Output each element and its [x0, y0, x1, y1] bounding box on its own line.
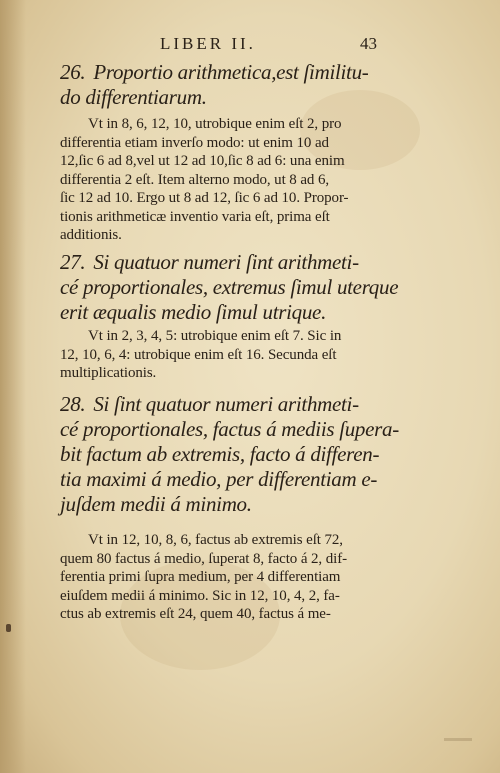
- body-line: additionis.: [60, 227, 122, 243]
- section-26: [60, 60, 400, 245]
- proposition-body: [60, 115, 400, 245]
- proposition-heading: [60, 250, 400, 325]
- section-27: [60, 250, 400, 383]
- proposition-number: 28.: [60, 392, 86, 416]
- body-line: ctus ab extremis eſt 24, quem 40, factus á me-: [60, 606, 331, 622]
- body-line: Vt in 8, 6, 12, 10, utrobique enim eſt 2, pro: [88, 116, 342, 132]
- binding-gutter: [0, 0, 26, 773]
- body-line: quem 80 factus á medio, ſuperat 8, facto á 2, dif-: [60, 550, 347, 567]
- body-line: multiplicationis.: [60, 365, 157, 381]
- body-line: 12,ſic 6 ad 8,vel ut 12 ad 10,ſic 8 ad 6: una enim: [60, 153, 345, 169]
- heading-line: Si ſint quatuor numeri arithmeti-: [93, 392, 359, 416]
- body-line: ſic 12 ad 10. Ergo ut 8 ad 12, ſic 6 ad 10. Propor-: [60, 190, 349, 206]
- body-line: Vt in 2, 3, 4, 5: utrobique enim eſt 7. Sic in: [88, 328, 342, 344]
- body-line: ferentia primi ſupra medium, per 4 differentiam: [60, 569, 341, 585]
- body-line: differentia etiam inverſo modo: ut enim 10 ad: [60, 134, 329, 151]
- heading-line: erit æqualis medio ſimul utrique.: [60, 300, 327, 324]
- margin-ink-mark: [6, 624, 11, 632]
- heading-line: Proportio arithmetica,est ſimilitu-: [93, 60, 369, 84]
- section-28: [60, 392, 400, 624]
- proposition-number: 26.: [60, 60, 86, 84]
- heading-line: juſdem medii á minimo.: [60, 492, 252, 516]
- running-title: LIBER II.: [160, 34, 256, 53]
- body-line: 12, 10, 6, 4: utrobique enim eſt 16. Secunda eſt: [60, 346, 337, 363]
- body-line: eiuſdem medii á minimo. Sic in 12, 10, 4, 2, fa-: [60, 587, 340, 604]
- paper-smudge: [444, 738, 472, 741]
- proposition-heading: [60, 60, 400, 110]
- body-line: differentia 2 eſt. Item alterno modo, ut 8 ad 6,: [60, 171, 330, 188]
- heading-line: cé proportionales, extremus ſimul uterque: [60, 275, 399, 299]
- proposition-body: [60, 531, 400, 624]
- proposition-body: [60, 327, 400, 383]
- proposition-heading: [60, 392, 400, 517]
- body-line: tionis arithmeticæ inventio varia eſt, prima eſt: [60, 208, 330, 225]
- body-line: Vt in 12, 10, 8, 6, factus ab extremis eſt 72,: [88, 532, 343, 548]
- proposition-number: 27.: [60, 250, 86, 274]
- heading-line: do differentiarum.: [60, 85, 207, 109]
- heading-line: Si quatuor numeri ſint arithmeti-: [93, 250, 359, 274]
- heading-line: tia maximi á medio, per differentiam e-: [60, 467, 378, 491]
- heading-line: cé proportionales, factus á mediis ſupera-: [60, 417, 399, 441]
- heading-line: bit factum ab extremis, facto á differen-: [60, 442, 380, 466]
- page-number: 43: [360, 34, 377, 53]
